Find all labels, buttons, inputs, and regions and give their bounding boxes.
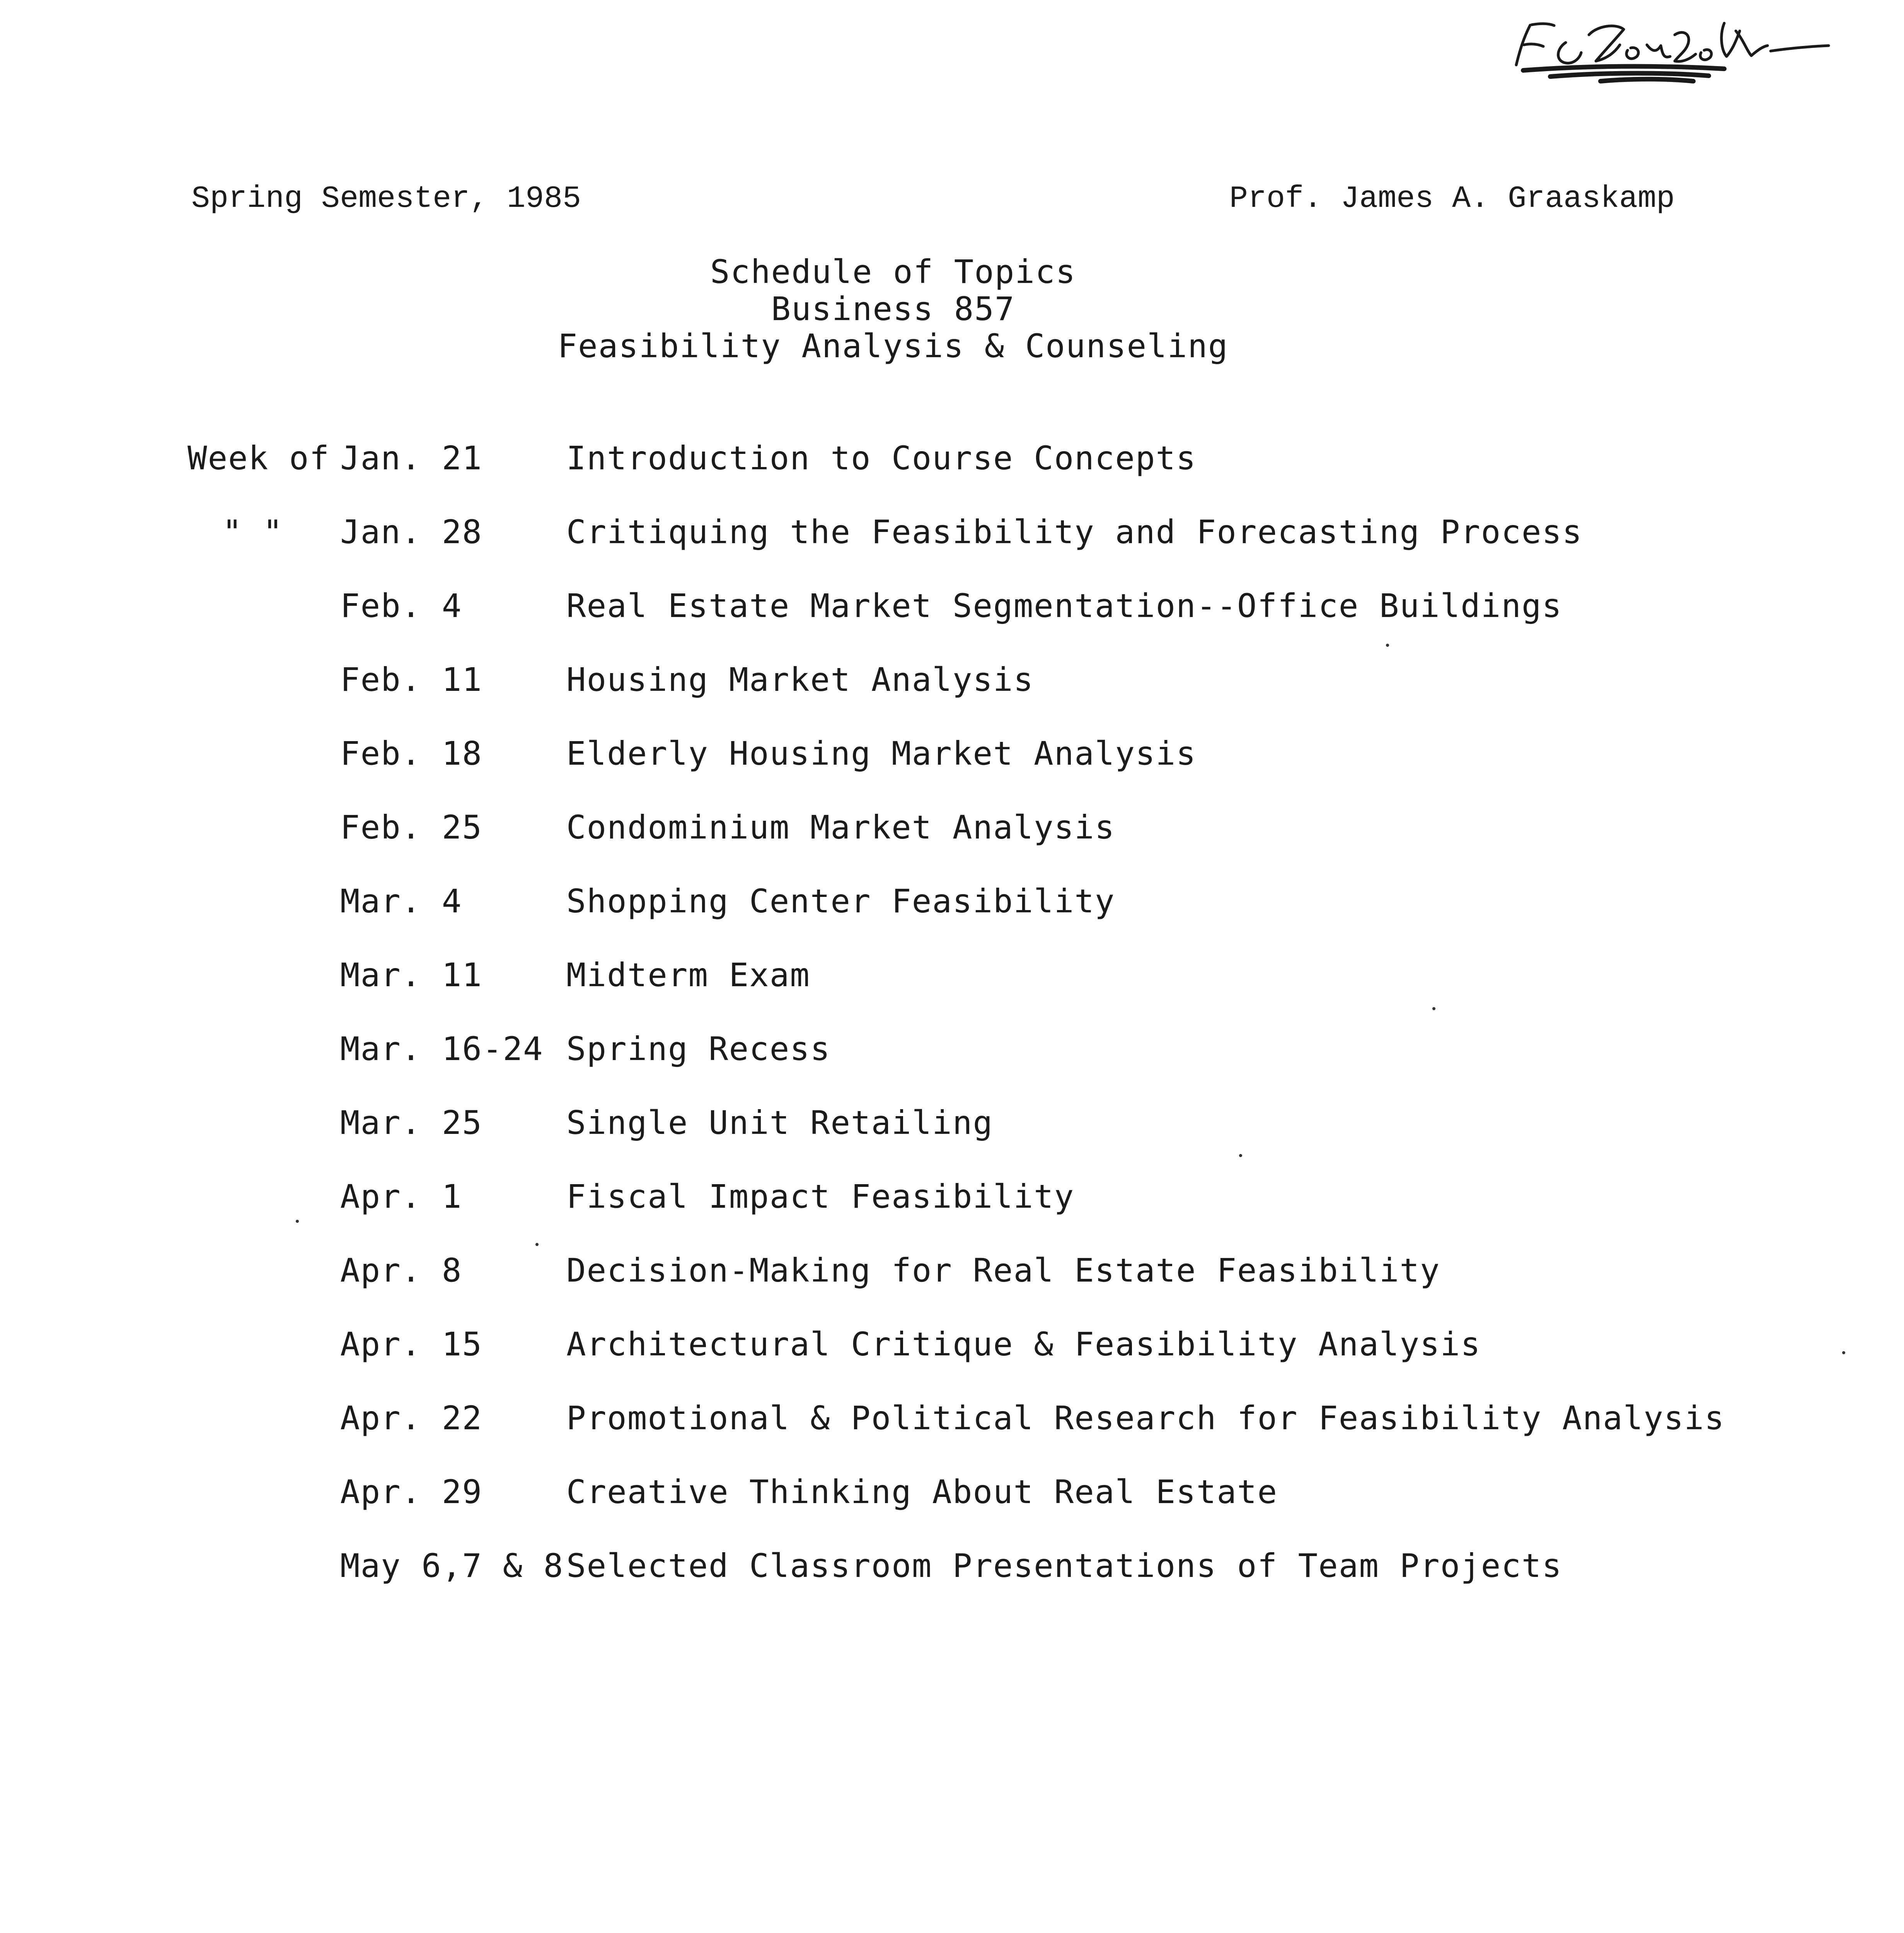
schedule-row [0,1251,1904,1325]
schedule-row [0,586,1904,660]
schedule-row [0,882,1904,956]
schedule-date: Mar. 11 [340,956,483,994]
schedule-topic: Housing Market Analysis [566,661,1034,699]
schedule-date: Apr. 8 [340,1251,462,1289]
schedule-date: Mar. 16-24 [340,1030,544,1068]
schedule-row [0,1177,1904,1251]
schedule-topic: Creative Thinking About Real Estate [566,1473,1278,1511]
schedule-date: Apr. 15 [340,1325,483,1363]
scan-speck [1239,1154,1242,1157]
schedule-date: Jan. 28 [340,513,483,551]
schedule-date: May 6,7 & 8 [340,1547,564,1585]
schedule-row [0,956,1904,1030]
title-line-1: Schedule of Topics [710,253,1076,291]
title-line-2: Business 857 [771,290,1015,328]
schedule-row [0,513,1904,586]
schedule-date: Apr. 1 [340,1178,462,1215]
handwritten-signature [1508,8,1832,85]
schedule-prefix: Week of [188,439,330,477]
schedule-topic: Decision-Making for Real Estate Feasibility [566,1251,1440,1289]
scan-speck [535,1243,539,1246]
scan-speck [1432,1007,1435,1010]
semester-label: Spring Semester, 1985 [191,181,581,216]
schedule-date: Mar. 25 [340,1104,483,1142]
schedule-row [0,1103,1904,1177]
schedule-date: Feb. 11 [340,661,483,699]
schedule-row [0,1546,1904,1620]
schedule-row [0,734,1904,808]
schedule-date: Feb. 18 [340,735,483,772]
schedule-topic: Shopping Center Feasibility [566,882,1115,920]
professor-name: Prof. James A. Graaskamp [1229,181,1675,216]
schedule-date: Feb. 4 [340,587,462,625]
schedule-row [0,1030,1904,1103]
schedule-topic: Selected Classroom Presentations of Team Projects [566,1547,1563,1585]
schedule-date: Apr. 29 [340,1473,483,1511]
scan-speck [296,1220,299,1223]
schedule-topic: Fiscal Impact Feasibility [566,1178,1075,1215]
schedule-topic: Architectural Critique & Feasibility Analysis [566,1325,1481,1363]
schedule-list [0,439,1904,1620]
schedule-topic: Condominium Market Analysis [566,808,1115,846]
schedule-topic: Spring Recess [566,1030,831,1068]
schedule-date: Mar. 4 [340,882,462,920]
schedule-date: Jan. 21 [340,439,483,477]
schedule-row [0,1473,1904,1546]
schedule-row [0,439,1904,513]
schedule-row [0,1325,1904,1399]
document-title [0,253,1786,365]
scan-speck [1386,644,1389,647]
title-line-3: Feasibility Analysis & Counseling [557,327,1229,365]
schedule-topic: Promotional & Political Research for Feasibility Analysis [566,1399,1725,1437]
schedule-row [0,660,1904,734]
schedule-prefix: " " [222,513,283,551]
schedule-topic: Introduction to Course Concepts [566,439,1197,477]
schedule-topic: Real Estate Market Segmentation--Office Buildings [566,587,1563,625]
schedule-topic: Critiquing the Feasibility and Forecasting Process [566,513,1583,551]
schedule-date: Apr. 22 [340,1399,483,1437]
schedule-date: Feb. 25 [340,808,483,846]
schedule-topic: Single Unit Retailing [566,1104,994,1142]
schedule-topic: Elderly Housing Market Analysis [566,735,1197,772]
schedule-row [0,1399,1904,1473]
schedule-topic: Midterm Exam [566,956,810,994]
scan-speck [1842,1351,1845,1354]
schedule-row [0,808,1904,882]
